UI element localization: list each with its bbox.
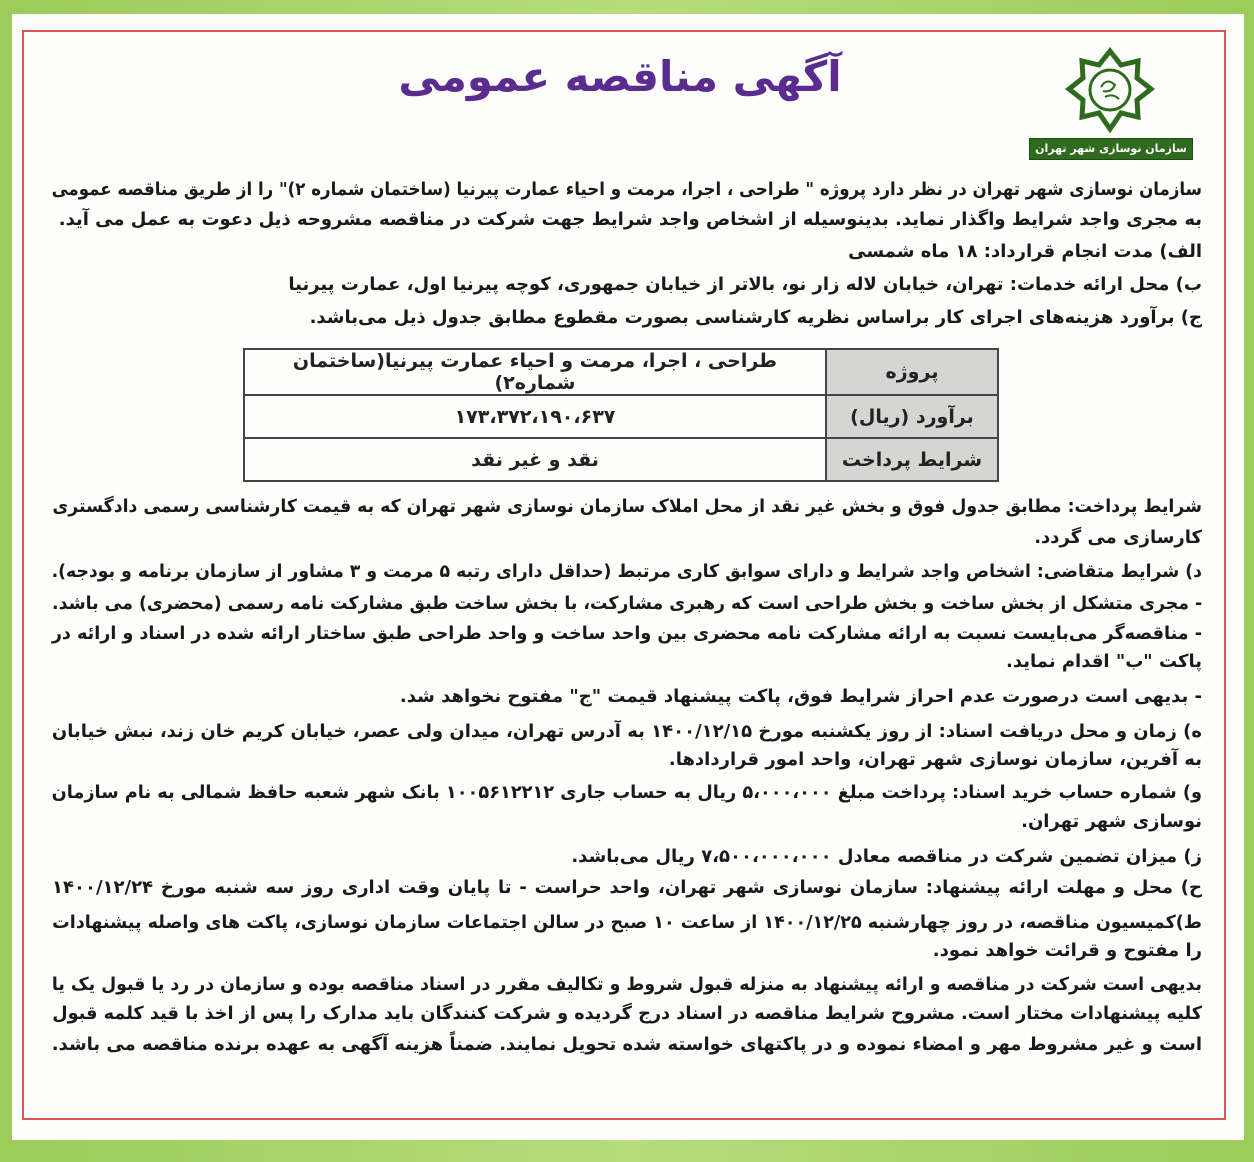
text-line: د) شرایط متقاضی: اشخاص واجد شرایط و دارای سوابق کاری مرتبط (حداقل دارای رتبه ۵ مرمت و ۳ مشاور از سازمان برنامه و بودجه).	[51, 561, 1202, 582]
table-row	[244, 438, 998, 481]
row-label: پروژه	[826, 349, 998, 395]
text-line: ز) میزان تضمین شرکت در مناقصه معادل ۷،۵۰۰،۰۰۰،۰۰۰ ریال می‌باشد.	[571, 846, 1202, 867]
row-value: ۱۷۳،۳۷۲،۱۹۰،۶۳۷	[244, 395, 826, 438]
text-line: کلیه پیشنهادات مختار است. مشروح شرایط مناقصه در اسناد درج گردیده و شرکت کنندگان باید مدارک را پس از اخذ با قید کلمه قبول	[52, 1003, 1203, 1024]
organization-logo	[1025, 45, 1195, 160]
text-line: پاکت "ب" اقدام نماید.	[1006, 651, 1202, 672]
row-label: برآورد (ریال)	[826, 395, 998, 438]
text-line: - مناقصه‌گر می‌بایست نسبت به ارائه مشارکت نامه محضری بین واحد ساخت و واحد طراحی طبق ساختار ارائه شده در اسناد و ارائه در	[51, 623, 1202, 644]
text-line: شرایط پرداخت: مطابق جدول فوق و بخش غیر نقد از محل املاک سازمان نوسازی شهر تهران که به قیمت کارشناسی رسمی دادگستری	[52, 496, 1203, 517]
text-line: ه) زمان و محل دریافت اسناد: از روز یکشنبه مورخ ۱۴۰۰/۱۲/۱۵ به آدرس تهران، میدان ولی عصر، خیابان کریم خان زند، نبش خیابان	[51, 721, 1202, 742]
text-line: است و غیر مشروط مهر و امضاء نموده و در پاکتهای خواسته شده تحویل نمایند. ضمناً هزینه آگهی به عهده برنده مناقصه می باشد.	[51, 1034, 1202, 1055]
text-line: به آفرین، سازمان نوسازی شهر تهران، واحد امور قراردادها.	[668, 749, 1202, 770]
row-value: نقد و غیر نقد	[244, 438, 826, 481]
text-line: الف) مدت انجام قرارداد: ۱۸ ماه شمسی	[848, 241, 1202, 262]
row-value: طراحی ، اجرا، مرمت و احیاء عمارت پیرنیا(ساختمان شماره۲)	[244, 349, 826, 395]
text-line: و) شماره حساب خرید اسناد: پرداخت مبلغ ۵،۰۰۰،۰۰۰ ریال به حساب جاری ۱۰۰۵۶۱۲۲۱۲ بانک شهر شعبه حافظ شمالی به نام سازمان	[51, 782, 1202, 803]
tehran-emblem-icon	[1065, 47, 1155, 135]
notice-title: آگهی مناقصه عمومی	[398, 52, 842, 101]
text-line: به مجری واجد شرایط واگذار نماید. بدینوسیله از اشخاص واجد شرایط جهت شرکت در مناقصه مشروحه ذیل دعوت به عمل می آید.	[58, 209, 1202, 230]
text-line: کارسازی می گردد.	[1034, 527, 1202, 548]
estimate-table	[243, 348, 999, 482]
row-label: شرایط پرداخت	[826, 438, 998, 481]
table-row	[244, 395, 998, 438]
text-line: را مفتوح و قرائت خواهد نمود.	[932, 940, 1202, 961]
text-line: نوسازی شهر تهران.	[1021, 811, 1202, 832]
table-row	[244, 349, 998, 395]
text-line: ج) برآورد هزینه‌های اجرای کار براساس نظریه کارشناسی بصورت مقطوع مطابق جدول ذیل می‌باشد.	[309, 307, 1202, 328]
text-line: ب) محل ارائه خدمات: تهران، خیابان لاله زار نو، بالاتر از خیابان جمهوری، کوچه پیرنیا اول، عمارت پیرنیا	[288, 274, 1202, 295]
text-line: - بدیهی است درصورت عدم احراز شرایط فوق، پاکت پیشنهاد قیمت "ج" مفتوح نخواهد شد.	[399, 686, 1202, 707]
logo-caption: سازمان نوسازی شهر تهران	[1029, 138, 1193, 160]
text-line: ح) محل و مهلت ارائه پیشنهاد: سازمان نوسازی شهر تهران، واحد حراست - تا پایان وقت اداری روز سه شنبه مورخ ۱۴۰۰/۱۲/۲۴	[52, 877, 1202, 898]
text-line: بدیهی است شرکت در مناقصه و ارائه پیشنهاد به منزله قبول شروط و تکالیف مقرر در اسناد مناقصه بوده و سازمان در رد یا قبول یک یا	[51, 974, 1202, 995]
text-line: - مجری متشکل از بخش ساخت و بخش طراحی است که رهبری مشارکت، با بخش ساخت طبق مشارکت نامه رسمی (محضری) می باشد.	[51, 593, 1202, 614]
text-line: سازمان نوسازی شهر تهران در نظر دارد پروژه " طراحی ، اجرا، مرمت و احیاء عمارت پیرنیا (ساختمان شماره ۲)" را از طریق مناقصه عمومی	[51, 179, 1203, 200]
text-line: ط)کمیسیون مناقصه، در روز چهارشنبه ۱۴۰۰/۱۲/۲۵ از ساعت ۱۰ صبح در سالن اجتماعات سازمان نوسازی، پاکت های واصله پیشنهادات	[52, 912, 1202, 933]
